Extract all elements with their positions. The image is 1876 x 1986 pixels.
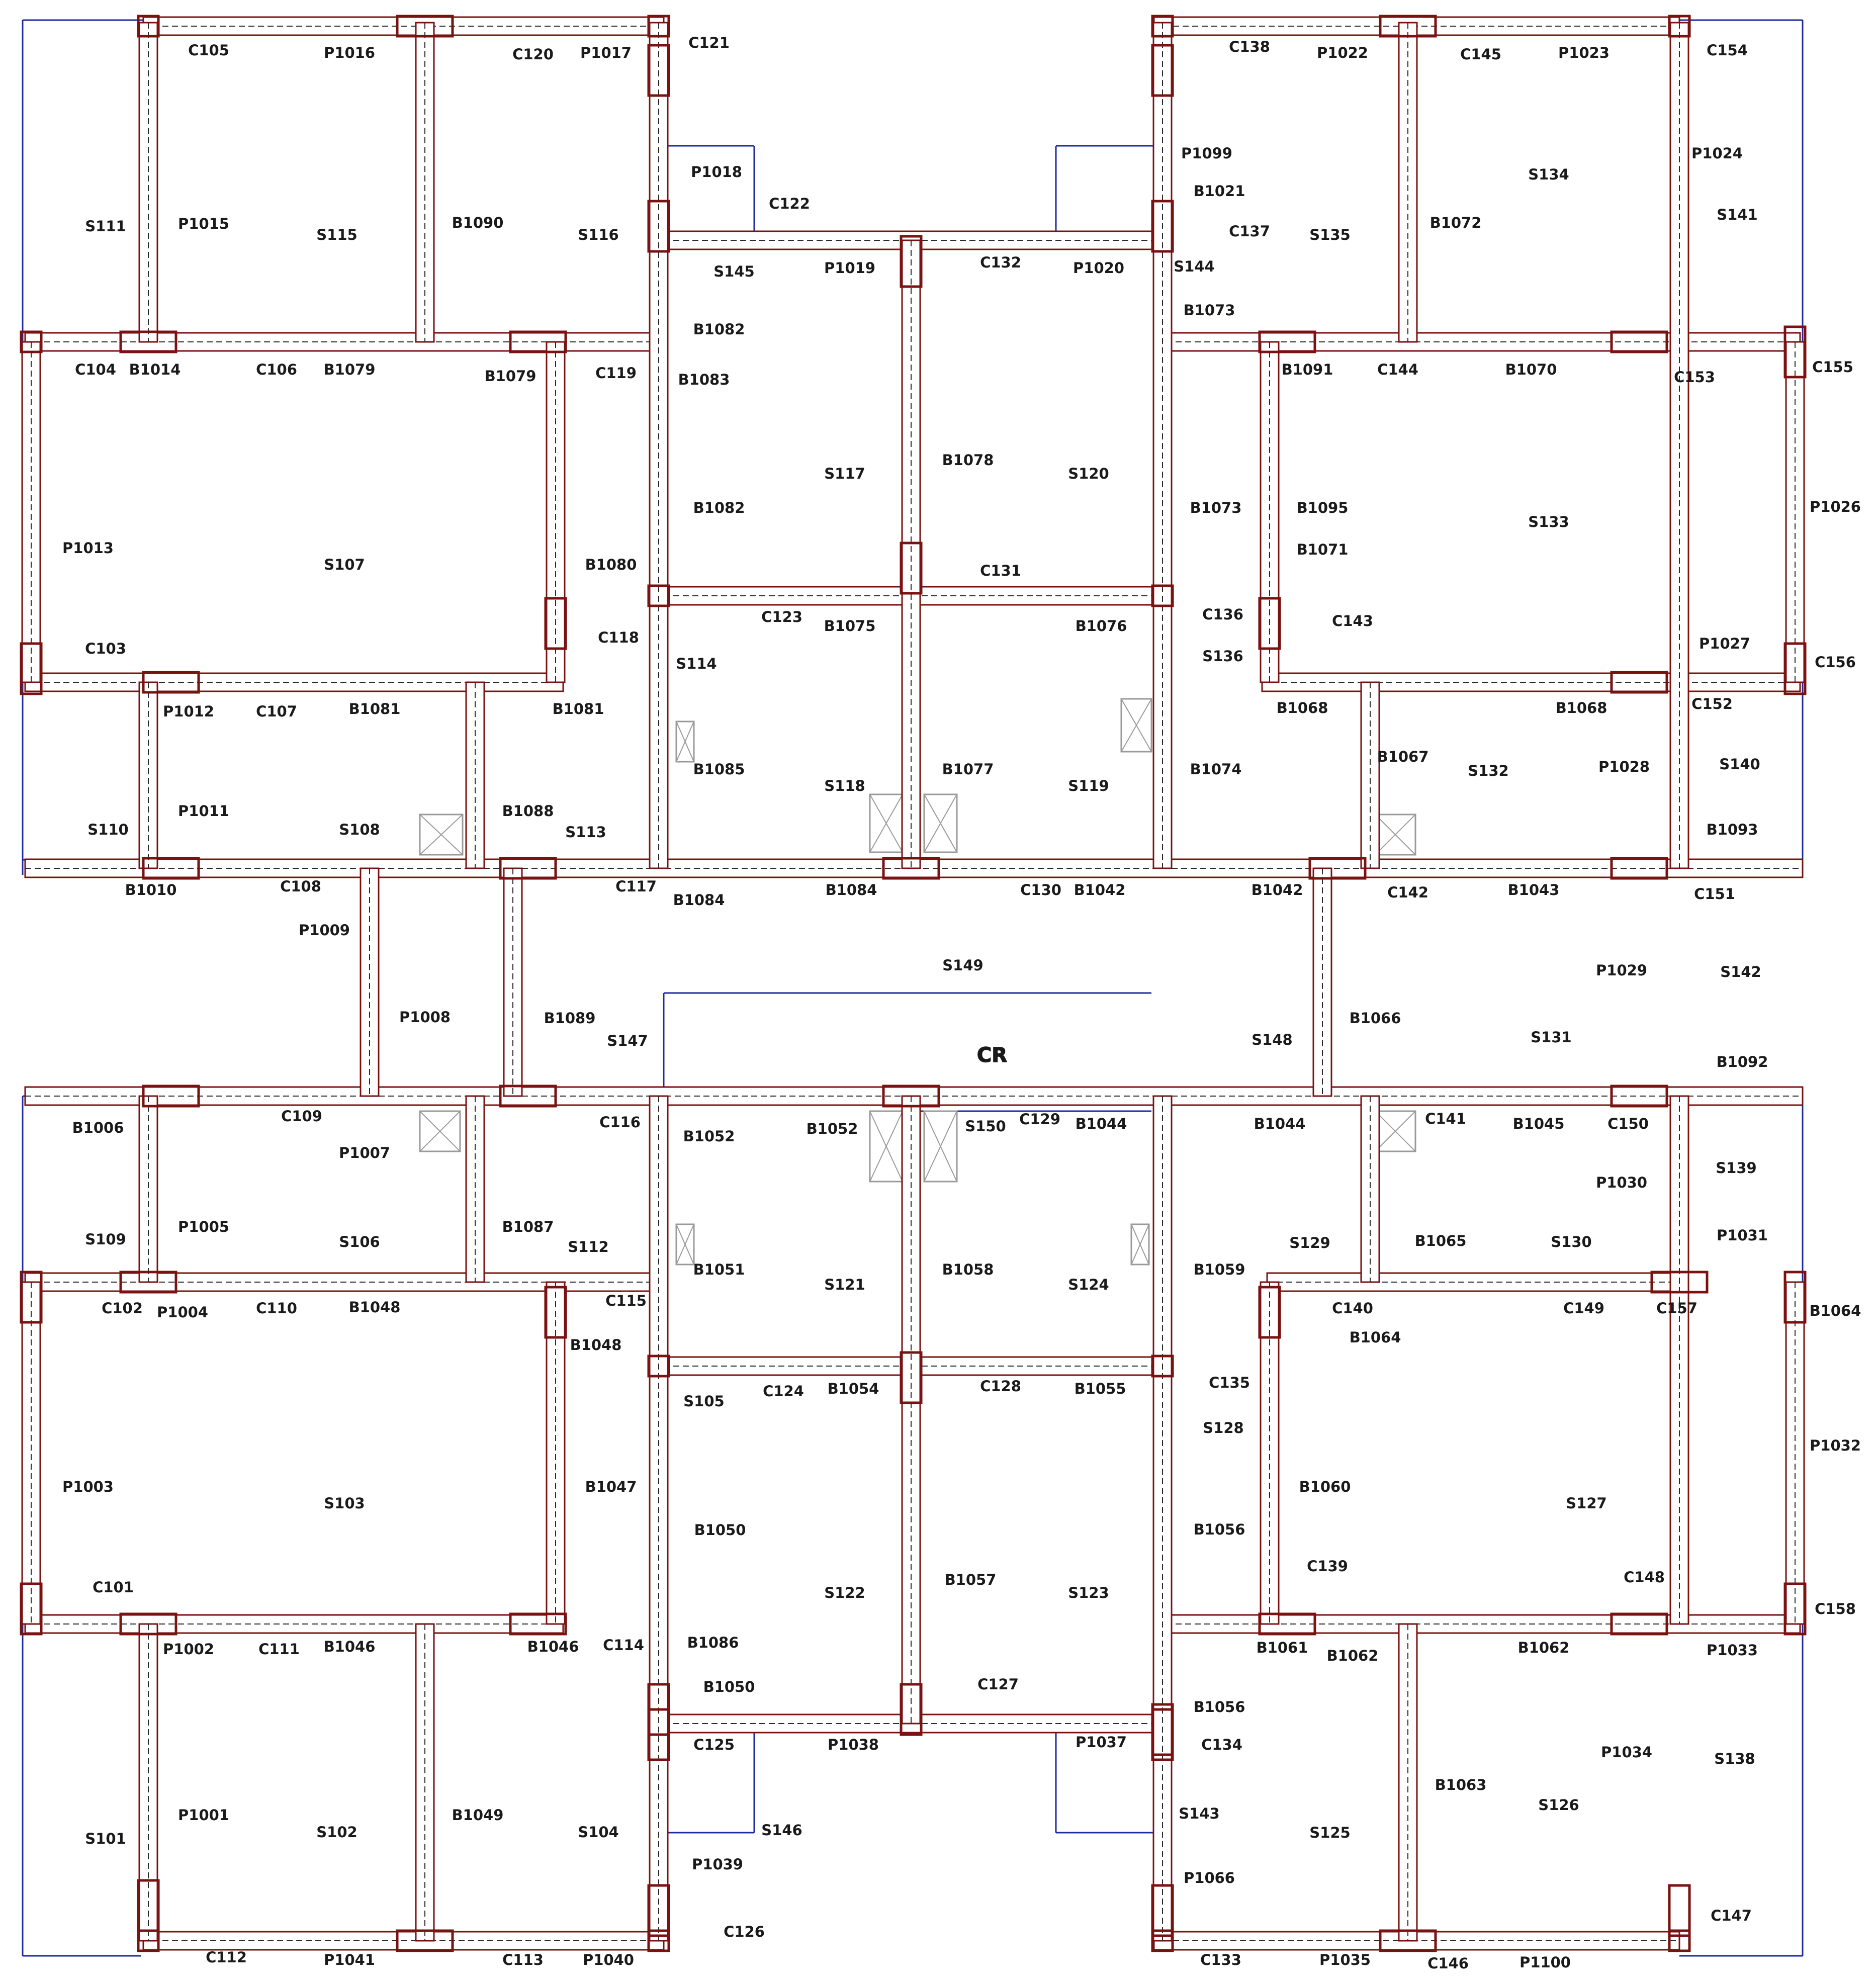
member-label: S132	[1468, 762, 1509, 779]
member-label: C140	[1332, 1300, 1373, 1317]
member-label: P1038	[828, 1736, 879, 1753]
member-label: B1054	[827, 1380, 879, 1397]
member-label: B1081	[348, 700, 401, 717]
member-label: C158	[1815, 1600, 1856, 1617]
member-label: P1018	[691, 163, 742, 180]
member-label: C108	[280, 878, 321, 895]
member-label: B1047	[585, 1478, 637, 1495]
member-label: P1019	[824, 259, 875, 277]
member-label: B1084	[673, 891, 725, 909]
member-label: C134	[1201, 1736, 1242, 1753]
member-label: B1062	[1326, 1647, 1379, 1664]
member-label: C104	[75, 361, 116, 378]
member-label: B1078	[942, 452, 994, 469]
member-label: B1063	[1435, 1776, 1487, 1793]
member-label: B1071	[1296, 541, 1349, 558]
member-label: B1064	[1809, 1302, 1861, 1319]
member-label: C156	[1815, 654, 1856, 671]
member-label: P1020	[1073, 259, 1124, 277]
member-label: P1039	[692, 1856, 743, 1873]
member-label: S113	[565, 824, 606, 841]
member-label: P1007	[339, 1144, 390, 1161]
member-label: S109	[85, 1231, 126, 1248]
member-label: C116	[599, 1114, 641, 1131]
member-label: S130	[1551, 1233, 1592, 1250]
member-label: C139	[1307, 1558, 1348, 1575]
member-label: C149	[1563, 1300, 1604, 1317]
member-label: B1090	[452, 214, 504, 231]
member-label: P1009	[299, 922, 350, 939]
member-label: B1080	[585, 556, 637, 573]
member-label: S110	[87, 821, 129, 838]
member-label: S127	[1566, 1495, 1607, 1512]
member-label: S138	[1714, 1750, 1755, 1767]
member-label: S144	[1174, 258, 1215, 275]
member-label: S129	[1289, 1234, 1330, 1251]
member-label: B1058	[942, 1261, 994, 1278]
member-label: P1023	[1558, 44, 1610, 61]
member-label: B1065	[1414, 1232, 1467, 1249]
member-label: B1073	[1190, 499, 1242, 516]
member-label: C119	[595, 365, 637, 382]
member-label: C137	[1229, 223, 1270, 240]
member-label: B1093	[1706, 821, 1758, 838]
member-label: S143	[1179, 1805, 1220, 1822]
member-label: B1068	[1276, 699, 1328, 716]
member-label: B1082	[693, 321, 745, 338]
member-label: C120	[512, 46, 554, 63]
member-label: C144	[1377, 361, 1418, 378]
member-label: C132	[980, 254, 1021, 271]
member-label: P1099	[1181, 145, 1232, 162]
member-label: C142	[1387, 884, 1428, 901]
member-label: C154	[1707, 42, 1748, 59]
member-label: B1072	[1430, 214, 1482, 231]
member-label: C115	[605, 1292, 647, 1309]
member-label: C113	[502, 1951, 544, 1968]
member-label: B1044	[1075, 1115, 1127, 1132]
member-label: P1001	[178, 1807, 229, 1824]
member-label: S140	[1719, 756, 1760, 773]
member-label: C152	[1691, 695, 1733, 712]
member-label: B1087	[502, 1218, 554, 1235]
member-label: B1076	[1075, 617, 1127, 635]
member-label: C125	[693, 1736, 735, 1753]
member-label: C128	[980, 1378, 1021, 1395]
member-label: C109	[281, 1108, 322, 1125]
member-label: P1016	[324, 44, 375, 61]
member-label: B1052	[806, 1120, 858, 1137]
member-label: S114	[676, 655, 717, 672]
member-label: P1030	[1596, 1174, 1647, 1191]
member-label: C145	[1460, 46, 1501, 63]
member-label: B1064	[1349, 1329, 1401, 1346]
member-label: S120	[1068, 465, 1109, 482]
member-label: C157	[1656, 1300, 1698, 1317]
member-label: C118	[598, 629, 639, 646]
member-label: C126	[724, 1923, 765, 1940]
member-label: S111	[85, 218, 126, 235]
member-label: P1008	[399, 1009, 451, 1026]
member-label: B1052	[683, 1128, 735, 1145]
member-label: B1068	[1555, 699, 1607, 716]
member-label: S107	[324, 556, 365, 573]
member-label: C110	[256, 1300, 297, 1317]
member-label: C111	[258, 1641, 300, 1658]
member-label: S102	[316, 1824, 358, 1841]
member-label: C122	[769, 195, 810, 212]
member-label: B1079	[323, 361, 376, 378]
member-label: B1077	[942, 761, 994, 778]
member-label: B1056	[1193, 1521, 1245, 1538]
member-label: B1082	[693, 499, 745, 516]
member-label: S119	[1068, 777, 1109, 794]
member-label: S103	[324, 1495, 365, 1512]
member-label: C143	[1332, 612, 1373, 629]
beam-segment	[902, 240, 920, 868]
member-label: C121	[688, 34, 730, 51]
member-label: B1081	[552, 700, 604, 717]
member-label: P1100	[1520, 1954, 1571, 1971]
member-label: S142	[1720, 963, 1761, 980]
member-label: C105	[188, 42, 229, 59]
member-label: B1091	[1281, 361, 1333, 378]
member-label: B1048	[570, 1336, 622, 1353]
member-label: S139	[1716, 1159, 1757, 1177]
member-label: S148	[1252, 1031, 1293, 1048]
member-label: B1056	[1193, 1698, 1245, 1716]
member-label: B1086	[687, 1634, 739, 1651]
cr-symbol: CR	[976, 1044, 1008, 1067]
member-label: P1004	[157, 1304, 208, 1321]
member-label: C148	[1624, 1569, 1665, 1586]
member-label: B1066	[1349, 1010, 1401, 1027]
member-label: S149	[942, 957, 984, 974]
member-label: P1033	[1707, 1642, 1758, 1659]
member-label: C135	[1209, 1374, 1250, 1391]
member-label: P1026	[1810, 498, 1861, 515]
member-label: C130	[1020, 881, 1061, 898]
member-label: C127	[977, 1676, 1019, 1693]
member-label: P1015	[178, 215, 229, 232]
member-label: S146	[761, 1822, 802, 1839]
member-label: P1032	[1810, 1437, 1861, 1454]
member-label: B1021	[1193, 183, 1245, 200]
member-label: B1061	[1256, 1639, 1308, 1656]
member-label: C133	[1200, 1951, 1241, 1968]
member-label: P1029	[1596, 962, 1647, 979]
member-label: P1027	[1699, 635, 1750, 652]
member-label: B1045	[1512, 1115, 1565, 1132]
member-label: C146	[1427, 1955, 1469, 1972]
member-label: B1042	[1251, 881, 1303, 898]
member-label: P1013	[62, 539, 114, 557]
member-label: S108	[339, 821, 380, 838]
member-label: S134	[1528, 166, 1569, 183]
member-label: B1075	[824, 617, 876, 635]
member-label: S133	[1528, 513, 1569, 530]
member-label: B1046	[527, 1638, 579, 1655]
member-label: S128	[1203, 1419, 1244, 1436]
member-label: B1084	[825, 881, 877, 898]
member-label: B1010	[125, 881, 177, 898]
member-label: C151	[1694, 885, 1735, 902]
member-label: S125	[1309, 1824, 1351, 1841]
member-label: S135	[1309, 226, 1351, 243]
member-label: C114	[603, 1637, 644, 1654]
member-label: B1057	[944, 1571, 997, 1588]
member-label: B1059	[1193, 1261, 1245, 1278]
member-label: C136	[1202, 606, 1243, 623]
member-label: B1092	[1716, 1053, 1768, 1070]
member-label: B1095	[1296, 499, 1349, 516]
member-label: B1055	[1074, 1380, 1126, 1397]
beam-segment	[902, 1096, 920, 1724]
member-label: S112	[568, 1238, 609, 1255]
member-label: C147	[1711, 1907, 1752, 1924]
member-label: P1012	[163, 703, 214, 720]
member-label: C102	[102, 1300, 143, 1317]
member-label: S104	[578, 1824, 619, 1841]
member-label: P1031	[1717, 1227, 1768, 1244]
member-label: C155	[1812, 358, 1853, 376]
member-label: C138	[1229, 38, 1270, 55]
member-label: B1014	[129, 361, 181, 378]
member-label: B1044	[1254, 1115, 1306, 1132]
member-label: B1062	[1517, 1639, 1570, 1656]
member-label: P1022	[1317, 44, 1368, 61]
member-label: P1017	[580, 44, 632, 61]
member-label: S126	[1538, 1796, 1579, 1814]
member-label: B1074	[1190, 761, 1242, 778]
member-label: B1050	[694, 1521, 746, 1539]
member-label: P1002	[163, 1641, 214, 1658]
member-label: B1060	[1299, 1478, 1351, 1495]
member-label: P1011	[178, 802, 229, 820]
member-label: C141	[1425, 1110, 1466, 1127]
member-label: C103	[85, 640, 126, 657]
member-label: C131	[980, 562, 1021, 579]
member-label: S150	[965, 1118, 1006, 1135]
member-label: S115	[316, 226, 358, 243]
member-label: P1037	[1076, 1734, 1127, 1751]
member-label: C124	[763, 1383, 804, 1400]
member-label: P1003	[62, 1478, 114, 1495]
member-label: B1049	[452, 1807, 504, 1824]
member-label: P1028	[1598, 758, 1650, 775]
member-label: S105	[683, 1393, 725, 1410]
member-label: C123	[761, 608, 802, 625]
member-label: P1041	[324, 1951, 375, 1968]
member-label: S145	[713, 263, 755, 280]
member-label: C153	[1674, 369, 1715, 386]
member-label: S147	[607, 1032, 648, 1049]
member-label: B1067	[1377, 748, 1429, 765]
member-label: B1083	[678, 371, 730, 388]
member-label: C101	[93, 1579, 134, 1596]
member-label: P1005	[178, 1218, 229, 1235]
member-label: B1051	[693, 1261, 745, 1278]
member-label: S136	[1202, 648, 1243, 665]
member-label: C112	[206, 1949, 247, 1966]
member-label: S121	[824, 1276, 865, 1293]
member-label: P1024	[1691, 145, 1743, 162]
member-label: P1066	[1184, 1869, 1235, 1886]
member-label: B1085	[693, 761, 745, 778]
member-label: B1006	[72, 1119, 124, 1136]
member-label: S124	[1068, 1276, 1109, 1293]
member-label: B1042	[1074, 881, 1126, 898]
member-label: B1088	[502, 802, 554, 820]
member-label: P1040	[583, 1951, 634, 1968]
member-label: B1048	[348, 1299, 401, 1316]
member-label: S141	[1717, 206, 1758, 223]
member-label: S117	[824, 465, 865, 482]
member-label: S118	[824, 777, 865, 794]
member-label: P1035	[1319, 1951, 1371, 1968]
member-label: B1079	[484, 368, 537, 385]
member-label: S131	[1531, 1029, 1572, 1046]
member-label: B1089	[544, 1010, 596, 1027]
member-label: C107	[256, 703, 297, 720]
member-label: S101	[85, 1830, 126, 1847]
member-label: C150	[1607, 1115, 1649, 1132]
member-label: B1046	[323, 1638, 376, 1655]
member-label: C106	[256, 361, 297, 378]
member-label: B1050	[703, 1678, 755, 1695]
member-label: C129	[1019, 1111, 1060, 1128]
member-label: B1073	[1183, 302, 1235, 319]
member-label: B1070	[1505, 361, 1557, 378]
member-label: B1043	[1507, 881, 1560, 898]
member-label: C117	[615, 878, 657, 895]
member-label: S123	[1068, 1584, 1109, 1601]
member-label: S106	[339, 1233, 380, 1250]
member-label: S116	[578, 226, 619, 243]
member-label: P1034	[1601, 1744, 1652, 1761]
member-label: S122	[824, 1584, 865, 1601]
